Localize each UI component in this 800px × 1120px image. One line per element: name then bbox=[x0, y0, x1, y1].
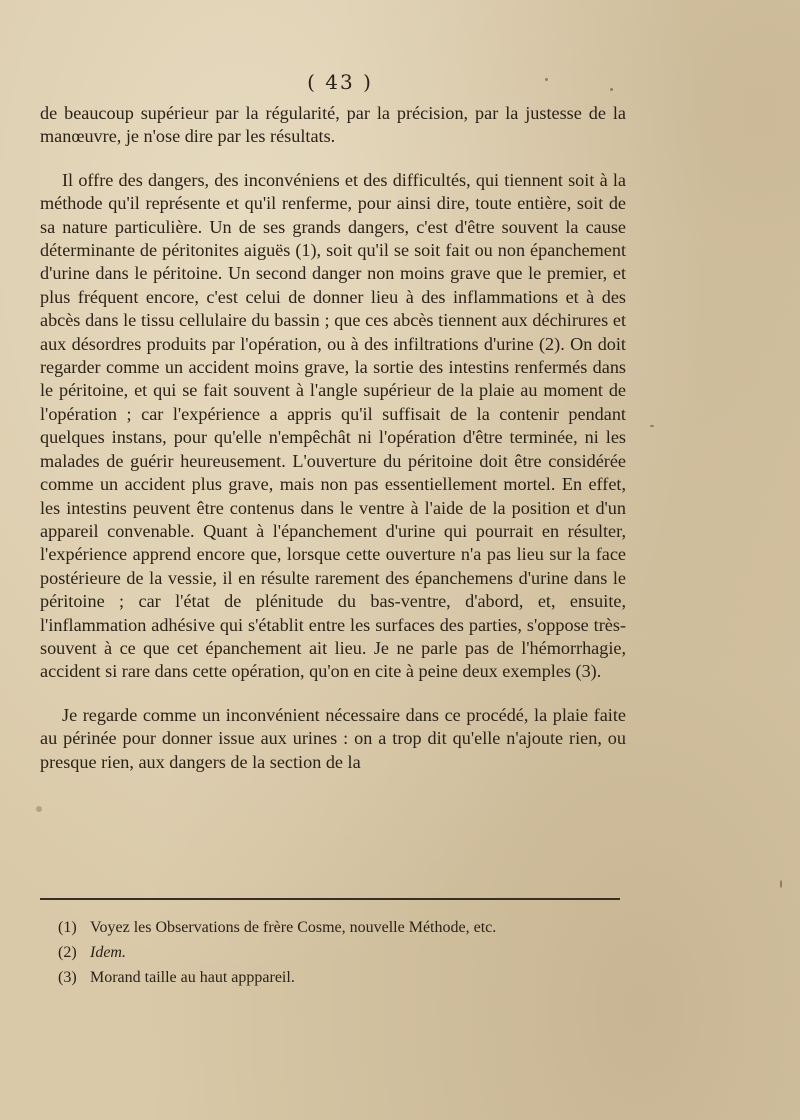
footnote-3 bbox=[58, 965, 618, 990]
footnote-1 bbox=[58, 915, 618, 940]
footnote-mark: (2) bbox=[58, 944, 77, 961]
paragraph-inconvenient: Je regarde comme un inconvénient nécessaire dans ce procédé, la plaie faite au périnée pour donner issue aux urines : on a trop dit qu'elle n'ajoute rien, ou presque rien, aux dangers de la section de la bbox=[40, 704, 626, 772]
paragraph-dangers: Il offre des dangers, des inconvéniens et des difficultés, qui tiennent soit à la méthode qu'il représente et qu'il renferme, pour ainsi dire, toute entière, soit de sa nature particulière. Un de ses grands dangers, c'est d'être souvent la cause déterminante de péritonites aiguës (1), soit qu'il se soit fait ou non épanchement d'urine dans le péritoine. Un second danger non moins grave que le premier, et plus fréquent encore, c'est celui de donner lieu à des inflammations et à des abcès dans le tissu cellulaire du bassin ; que ces abcès tiennent aux déchirures et aux désordres produits par l'opération, ou à des infiltrations d'urine (2). On doit regarder comme un accident moins grave, la sortie des intestins renfermés dans le péritoine, et qui se fait souvent à l'angle supérieur de la plaie au moment de l'opération ; car l'expérience a appris qu'il suffisait de la contenir pendant quelques instans, pour qu'elle n'empêchât ni l'opération d'être terminée, ni les malades de guérir heureusement. L'ouverture du péritoine doit être considérée comme un accident plus grave, mais non pas essentiellement mortel. En effet, les intestins peuvent être contenus dans le ventre à l'aide de la position et d'un appareil convenable. Quant à l'épanchement d'urine qui pourrait en résulter, l'expérience apprend encore que, lorsque cette ouverture n'a pas lieu sur la face postérieure de la vessie, il en résulte rarement des épanchemens d'urine dans le péritoine ; car l'état de plénitude du bas-ventre, d'abord, et, ensuite, l'inflammation adhésive qui s'établit entre les surfaces des parties, s'oppose très-souvent à ce que cet épanchement ait lieu. Je ne parle pas de l'hémorrhagie, accident si rare dans cette opération, qu'on en cite à peine deux exemples (3). bbox=[40, 169, 626, 682]
footnote-mark: (3) bbox=[58, 969, 77, 986]
paper-speck bbox=[650, 425, 654, 427]
body-text bbox=[40, 102, 626, 774]
footnote-divider bbox=[40, 898, 620, 900]
paper-speck bbox=[545, 78, 548, 81]
paper-speck bbox=[36, 806, 42, 812]
paper-speck bbox=[610, 88, 613, 91]
footnote-text: Morand taille au haut apppareil. bbox=[90, 969, 295, 986]
page-number: ( 43 ) bbox=[307, 70, 373, 94]
footnote-text: Idem. bbox=[90, 944, 126, 961]
footnote-text: Voyez les Observations de frère Cosme, nouvelle Méthode, etc. bbox=[90, 919, 497, 936]
footnotes bbox=[58, 915, 618, 990]
paper-speck bbox=[780, 880, 782, 888]
paragraph-continuation: de beaucoup supérieur par la régularité, par la précision, par la justesse de la manœuvre, je n'ose dire par les résultats. bbox=[40, 103, 626, 147]
footnote-mark: (1) bbox=[58, 919, 77, 936]
footnote-2 bbox=[58, 940, 618, 965]
